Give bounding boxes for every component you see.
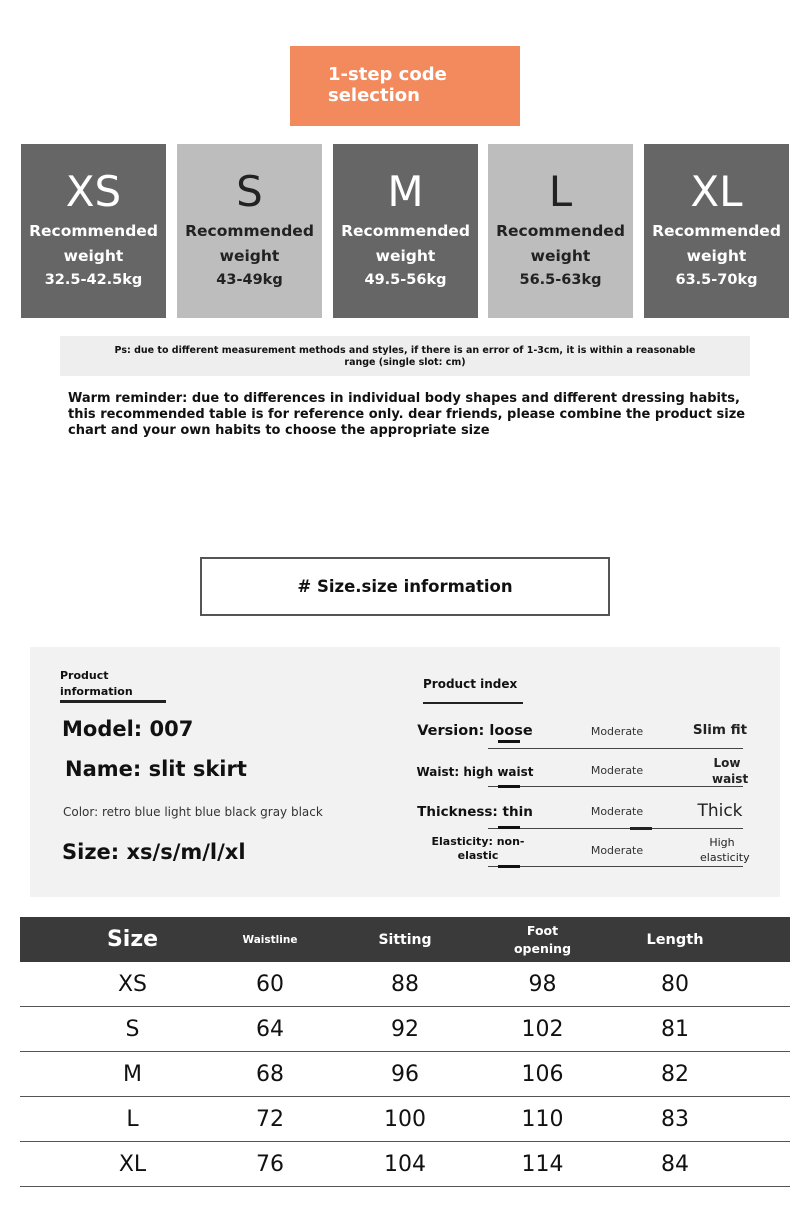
weight-range: 32.5-42.5kg — [44, 272, 143, 288]
recommended-label: Recommended — [496, 222, 625, 240]
weight-label: weight — [375, 247, 436, 265]
cell-length: 84 — [661, 1152, 689, 1177]
cell-sitting: 88 — [391, 972, 419, 997]
recommended-label: Recommended — [185, 222, 314, 240]
weight-range: 63.5-70kg — [675, 272, 758, 288]
product-info-panel — [30, 647, 780, 897]
index-marker — [498, 865, 520, 868]
table-row — [20, 1142, 790, 1187]
size-card-xl — [644, 144, 789, 318]
cell-sitting: 92 — [391, 1017, 419, 1042]
recommended-label: Recommended — [341, 222, 470, 240]
cell-foot-opening: 106 — [521, 1062, 564, 1087]
cell-foot-opening: 114 — [521, 1152, 564, 1177]
index-scale-line — [488, 748, 743, 749]
product-information-label: Product information — [60, 669, 133, 698]
recommended-label: Recommended — [652, 222, 781, 240]
size-letter: M — [387, 167, 424, 216]
header-length: Length — [646, 931, 704, 948]
recommended-label: Recommended — [29, 222, 158, 240]
cell-size: XL — [118, 1152, 147, 1177]
index-scale-line — [488, 866, 743, 867]
weight-range: 49.5-56kg — [364, 272, 447, 288]
index-row-thickness — [410, 797, 750, 837]
index-mid: Moderate — [590, 764, 644, 777]
index-left: Version: loose — [417, 723, 533, 739]
table-row — [20, 962, 790, 1007]
index-left: Waist: high waist — [416, 765, 534, 779]
step-banner — [290, 46, 520, 126]
header-foot-opening: Foot opening — [513, 922, 572, 956]
size-cards — [21, 144, 789, 318]
index-row-elasticity — [410, 835, 750, 875]
index-right: High elasticity — [700, 836, 750, 864]
index-right: Slim fit — [692, 722, 748, 738]
cell-waistline: 68 — [256, 1062, 284, 1087]
index-marker-alt — [630, 827, 652, 830]
index-scale-line — [488, 828, 743, 829]
size-card-l — [488, 144, 633, 318]
cell-length: 82 — [661, 1062, 689, 1087]
index-mid: Moderate — [590, 844, 644, 857]
table-row — [20, 1097, 790, 1142]
header-size: Size — [106, 927, 159, 952]
index-left: Thickness: thin — [417, 804, 533, 820]
product-name: Name: slit skirt — [65, 757, 247, 781]
cell-foot-opening: 102 — [521, 1017, 564, 1042]
product-sizes: Size: xs/s/m/l/xl — [62, 840, 246, 864]
cell-size: L — [126, 1107, 139, 1132]
header-waistline: Waistline — [242, 933, 298, 946]
cell-size: M — [123, 1062, 142, 1087]
table-header — [20, 917, 790, 962]
size-letter: S — [236, 167, 263, 216]
table-row — [20, 1052, 790, 1097]
product-information-underline — [60, 700, 166, 703]
weight-label: weight — [219, 247, 280, 265]
index-mid: Moderate — [590, 725, 644, 738]
index-row-version — [410, 719, 750, 759]
cell-waistline: 60 — [256, 972, 284, 997]
warm-reminder: Warm reminder: due to differences in individual body shapes and different dressing habits, this recommended table is for reference only. dear friends, please combine the product size chart and your own habits to choose the appropriate size — [68, 391, 746, 438]
table-row — [20, 1007, 790, 1052]
index-mid: Moderate — [590, 805, 644, 818]
weight-label: weight — [530, 247, 591, 265]
cell-foot-opening: 98 — [528, 972, 557, 997]
index-scale-line — [488, 786, 743, 787]
weight-label: weight — [686, 247, 747, 265]
cell-sitting: 104 — [384, 1152, 426, 1177]
size-letter: XL — [690, 167, 743, 216]
size-letter: L — [548, 167, 573, 216]
index-right: Thick — [697, 801, 743, 821]
size-table — [20, 917, 790, 1187]
banner-title: 1-step code selection — [328, 64, 447, 106]
index-marker — [498, 785, 520, 788]
cell-waistline: 72 — [256, 1107, 284, 1132]
size-card-xs — [21, 144, 166, 318]
cell-sitting: 96 — [391, 1062, 419, 1087]
measurement-note: Ps: due to different measurement methods and styles, if there is an error of 1-3cm, it is within a reasonable range (single slot: cm) — [60, 336, 750, 376]
cell-foot-opening: 110 — [521, 1107, 564, 1132]
cell-waistline: 76 — [256, 1152, 284, 1177]
cell-size: XS — [117, 972, 148, 997]
cell-length: 80 — [661, 972, 689, 997]
product-index-underline — [423, 702, 523, 704]
section-title: # Size.size information — [200, 557, 610, 616]
size-letter: XS — [65, 167, 122, 216]
cell-size: S — [125, 1017, 140, 1042]
product-color: Color: retro blue light blue black gray black — [63, 805, 323, 819]
cell-length: 83 — [661, 1107, 689, 1132]
product-model: Model: 007 — [62, 717, 194, 741]
index-marker — [498, 826, 520, 829]
size-card-m — [333, 144, 478, 318]
cell-waistline: 64 — [256, 1017, 284, 1042]
index-row-waist — [410, 755, 750, 795]
size-card-s — [177, 144, 322, 318]
index-left: Elasticity: non-elastic — [431, 835, 525, 862]
weight-range: 43-49kg — [216, 272, 283, 288]
weight-range: 56.5-63kg — [519, 272, 602, 288]
cell-length: 81 — [661, 1017, 689, 1042]
product-index-label: Product index — [423, 677, 518, 691]
cell-sitting: 100 — [384, 1107, 426, 1132]
index-right: Low waist — [712, 756, 749, 786]
weight-label: weight — [63, 247, 124, 265]
index-marker — [498, 740, 520, 743]
header-sitting: Sitting — [378, 931, 432, 948]
